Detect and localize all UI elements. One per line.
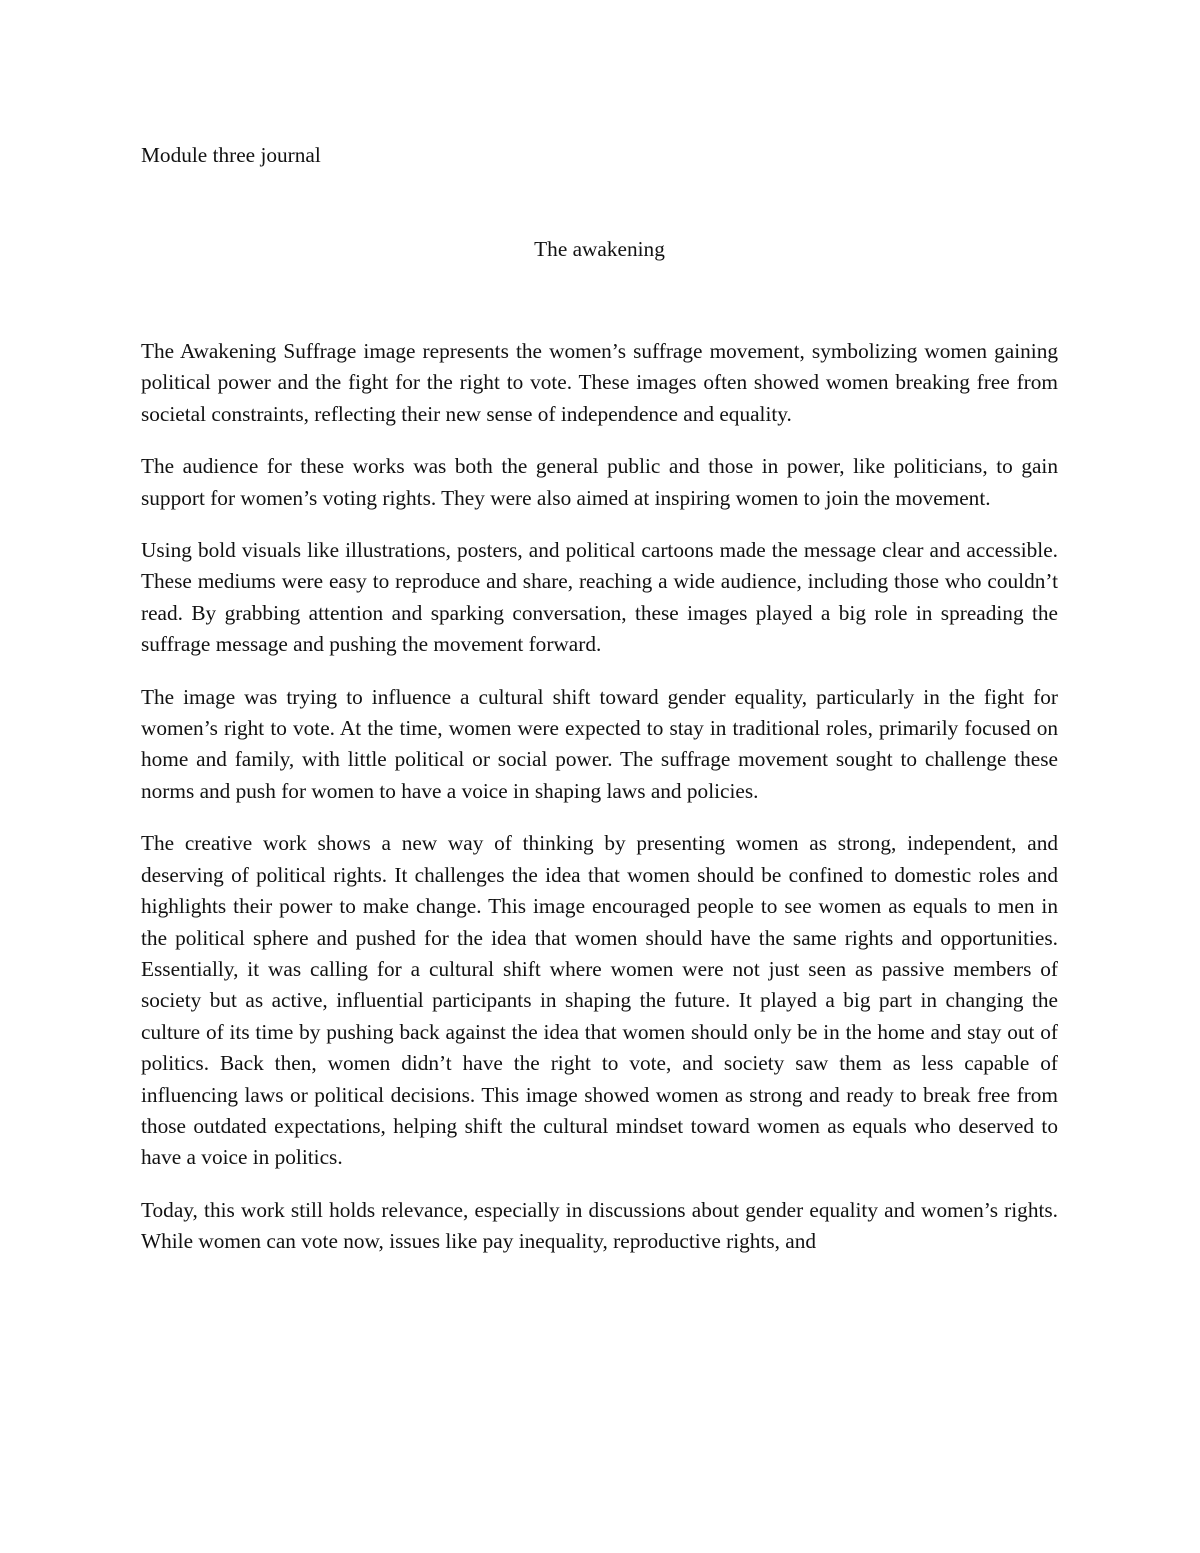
paragraph: The image was trying to influence a cultural shift toward gender equality, particularly in the fight for women’s right to vote. At the time, women were expected to stay in traditional roles, primarily focused on home and family, with little political or social power. The suffrage movement sought to challenge these norms and push for women to have a voice in shaping laws and policies. bbox=[141, 684, 1058, 803]
document-title: The awakening bbox=[534, 237, 665, 261]
paragraph: Using bold visuals like illustrations, posters, and political cartoons made the message clear and accessible. These mediums were easy to reproduce and share, reaching a wide audience, including those who couldn’t read. By grabbing attention and sparking conversation, these images played a big role in spreading the suffrage message and pushing the movement forward. bbox=[141, 538, 1058, 657]
paragraph: The Awakening Suffrage image represents the women’s suffrage movement, symbolizing women gaining political power and the fight for the right to vote. These images often showed women breaking free from societal constraints, reflecting their new sense of independence and equality. bbox=[141, 339, 1058, 426]
document-heading: Module three journal bbox=[141, 143, 321, 167]
paragraph: The creative work shows a new way of thinking by presenting women as strong, independent, and deserving of political rights. It challenges the idea that women should be confined to domestic roles and highlights their power to make change. This image encouraged people to see women as equals to men in the political sphere and pushed for the idea that women should have the same rights and opportunities. Essentially, it was calling for a cultural shift where women were not just seen as passive members of society but as active, influential participants in shaping the future. It played a big part in changing the culture of its time by pushing back against the idea that women should only be in the home and stay out of politics. Back then, women didn’t have the right to vote, and society saw them as less capable of influencing laws or political decisions. This image showed women as strong and ready to break free from those outdated expectations, helping shift the cultural mindset toward women as equals who deserved to have a voice in politics. bbox=[141, 831, 1058, 1170]
paragraph: Today, this work still holds relevance, especially in discussions about gender equality and women’s rights. While women can vote now, issues like pay inequality, reproductive rights, and bbox=[141, 1197, 1058, 1254]
document-body bbox=[141, 336, 1058, 1279]
paragraph: The audience for these works was both the general public and those in power, like politicians, to gain support for women’s voting rights. They were also aimed at inspiring women to join the movement. bbox=[141, 454, 1058, 510]
